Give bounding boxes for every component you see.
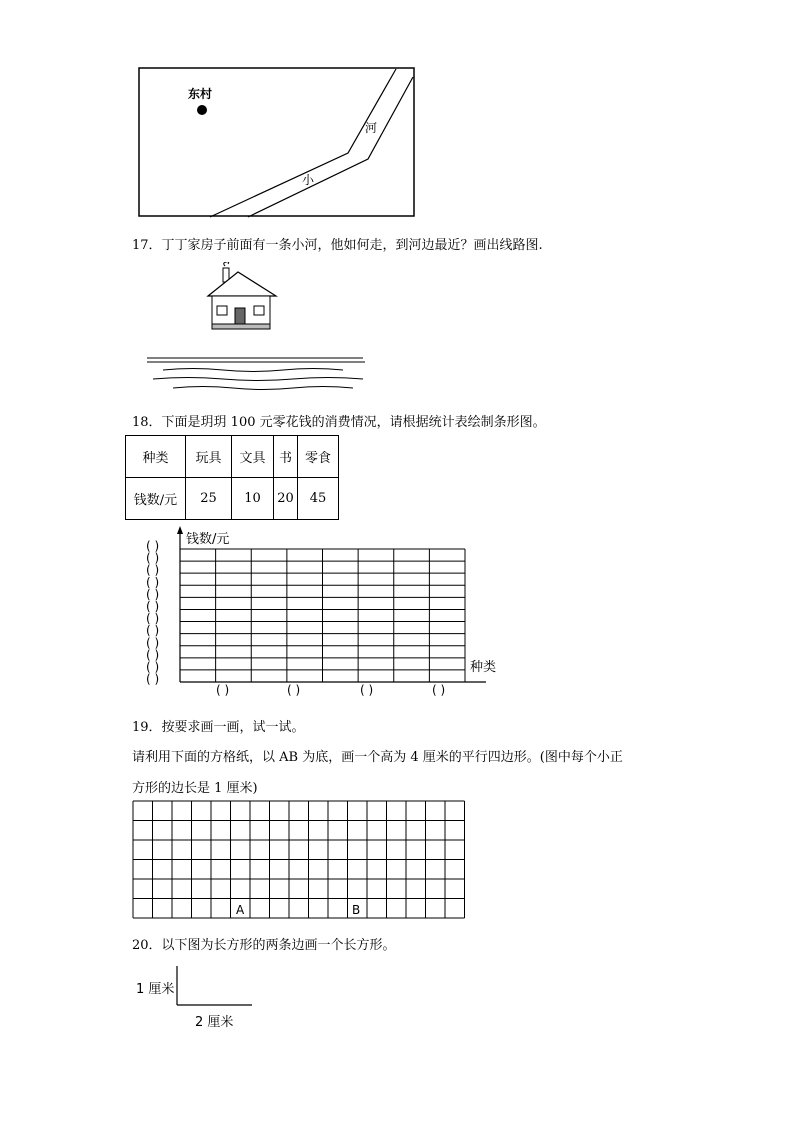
table-cell: 书 [274, 436, 298, 478]
map-figure [138, 67, 416, 219]
house-roof [208, 272, 276, 296]
river-bank-upper [210, 69, 396, 217]
q19-title: 19．按要求画一画，试一试。 [132, 720, 305, 735]
y-axis-blank[interactable]: ( ) [146, 647, 160, 662]
table-cell: 种类 [126, 436, 186, 478]
y-axis-blank[interactable]: ( ) [146, 539, 160, 553]
table-cell: 25 [186, 478, 232, 520]
y-axis-arrow [177, 526, 183, 534]
y-axis-blank[interactable]: ( ) [146, 660, 160, 674]
river-wave-2 [153, 378, 363, 381]
table-cell: 45 [298, 478, 339, 520]
x-axis-label: 种类 [470, 660, 497, 675]
grid-lines [133, 801, 465, 918]
table-row [126, 436, 339, 478]
rectangle-sides-figure [132, 962, 262, 1036]
table-cell: 零食 [298, 436, 339, 478]
y-axis-blank[interactable]: ( ) [146, 587, 160, 602]
river-wave-1 [163, 369, 343, 372]
table-row [126, 478, 339, 520]
x-category-blank[interactable]: ( ) [216, 683, 230, 697]
y-axis-blank[interactable]: ( ) [146, 672, 160, 687]
map-border [139, 68, 414, 216]
y-axis-blank[interactable]: ( ) [146, 623, 160, 638]
q20-text: 20．以下图为长方形的两条边画一个长方形。 [132, 938, 396, 953]
q18-text: 18．下面是玥玥 100 元零花钱的消费情况，请根据统计表绘制条形图。 [132, 415, 546, 430]
house-illustration [198, 262, 288, 334]
spending-table [125, 435, 339, 520]
table-cell: 10 [232, 478, 274, 520]
house-door [235, 308, 245, 324]
x-axis-blanks [216, 683, 445, 697]
y-axis-blanks [146, 539, 159, 686]
table-cell: 文具 [232, 436, 274, 478]
point-b-label: B [352, 903, 361, 917]
river-bank-lower [248, 77, 413, 217]
horizontal-side-label: 2 厘米 [195, 1015, 234, 1030]
window-left [217, 306, 227, 315]
point-a-label: A [236, 903, 245, 917]
table-cell: 玩具 [186, 436, 232, 478]
x-category-blank[interactable]: ( ) [360, 683, 374, 697]
x-category-blank[interactable]: ( ) [287, 683, 301, 697]
river-illustration [143, 355, 373, 395]
y-axis-blank[interactable]: ( ) [146, 611, 160, 626]
bar-chart-grid [140, 522, 510, 702]
vertical-side-label: 1 厘米 [136, 982, 175, 997]
table-cell: 钱数/元 [126, 478, 186, 520]
village-label: 东村 [188, 87, 213, 101]
q19-line2: 方形的边长是 1 厘米) [132, 781, 258, 796]
river-label-xiao: 小 [302, 173, 315, 187]
square-grid-paper [132, 800, 472, 922]
house-foundation [212, 324, 270, 329]
y-axis-blank[interactable]: ( ) [146, 551, 160, 566]
village-dot [197, 105, 207, 115]
y-axis-blank[interactable]: ( ) [146, 635, 160, 650]
y-axis-blank[interactable]: ( ) [146, 599, 160, 614]
x-category-blank[interactable]: ( ) [432, 683, 446, 697]
window-right [254, 306, 264, 315]
y-axis-blank[interactable]: ( ) [146, 563, 160, 578]
y-axis-blank[interactable]: ( ) [146, 575, 160, 590]
q17-text: 17．丁丁家房子前面有一条小河，他如何走，到河边最近？画出线路图. [132, 238, 543, 253]
table-cell: 20 [274, 478, 298, 520]
chimney-smoke [224, 262, 229, 266]
chart-grid [180, 549, 465, 682]
river-label-he: 河 [365, 121, 378, 135]
q19-line1: 请利用下面的方格纸，以 AB 为底，画一个高为 4 厘米的平行四边形。(图中每个小正 [132, 750, 623, 765]
river-wave-3 [173, 387, 353, 390]
y-axis-label: 钱数/元 [186, 532, 230, 547]
